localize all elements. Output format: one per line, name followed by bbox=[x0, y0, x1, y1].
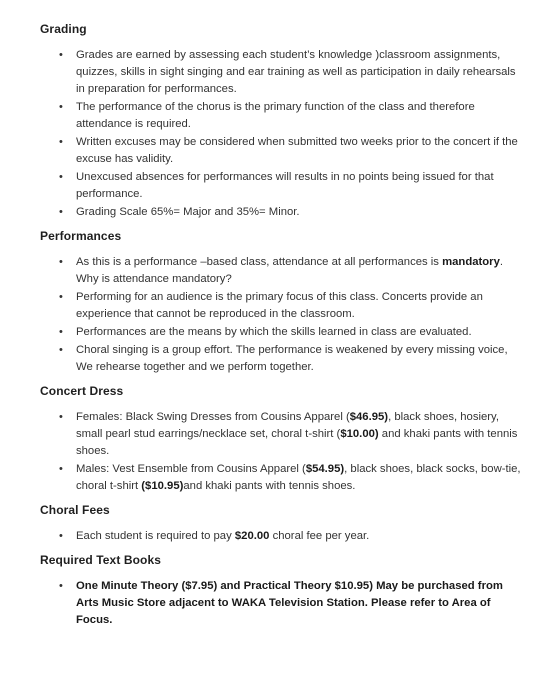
item-text: , black shoes, black socks, bow-tie, choral t-shirt bbox=[76, 463, 521, 492]
bullet-icon: • bbox=[59, 256, 63, 268]
item-text: Performing for an audience is the primary focus of this class. Concerts provide an experience that cannot be reproduced in the classroom. bbox=[76, 291, 483, 320]
bullet-list bbox=[40, 254, 526, 376]
item-text: Grading Scale 65%= Major and 35%= Minor. bbox=[76, 206, 300, 218]
bullet-icon: • bbox=[59, 291, 63, 303]
bullet-icon: • bbox=[59, 463, 63, 475]
list-item bbox=[40, 254, 526, 288]
list-item bbox=[40, 324, 526, 341]
item-text: . Why is attendance mandatory? bbox=[76, 256, 503, 285]
bold-text: One Minute Theory ($7.95) and Practical Theory $10.95) May be purchased from Arts Music Store adjacent to WAKA Television Station. Please refer to Area of Focus. bbox=[76, 580, 503, 626]
bullet-list bbox=[40, 409, 526, 495]
bold-text: $20.00 bbox=[234, 530, 270, 542]
bullet-list bbox=[40, 528, 526, 545]
item-text: Grades are earned by assessing each student’s knowledge )classroom assignments, quizzes, skills in sight singing and ear training as well as participation in daily rehearsals in preparation for performances. bbox=[76, 49, 516, 95]
item-text: Choral singing is a group effort. The performance is weakened by every missing voice, We rehearse together and we perform together. bbox=[76, 344, 508, 373]
bullet-list bbox=[40, 578, 526, 629]
item-text: Unexcused absences for performances will results in no points being issued for that performance. bbox=[76, 171, 494, 200]
list-item bbox=[40, 578, 526, 629]
section-heading: Concert Dress bbox=[40, 384, 124, 398]
bold-text: $10.00) bbox=[340, 428, 379, 440]
bold-text: $46.95) bbox=[349, 411, 389, 423]
bullet-icon: • bbox=[59, 344, 63, 356]
item-text: Females: Black Swing Dresses from Cousins Apparel ( bbox=[76, 411, 350, 423]
section-heading: Performances bbox=[40, 229, 122, 243]
bullet-icon: • bbox=[59, 49, 63, 61]
item-text: and khaki pants with tennis shoes. bbox=[76, 428, 518, 457]
bold-text: ($10.95) bbox=[141, 480, 184, 492]
item-text: As this is a performance –based class, attendance at all performances is bbox=[76, 256, 443, 268]
bold-text: mandatory bbox=[442, 256, 500, 268]
list-item bbox=[40, 461, 526, 495]
bullet-icon: • bbox=[59, 136, 63, 148]
bullet-icon: • bbox=[59, 411, 63, 423]
item-text: choral fee per year. bbox=[269, 530, 370, 542]
bullet-list bbox=[40, 47, 526, 221]
bullet-icon: • bbox=[59, 101, 63, 113]
bullet-icon: • bbox=[59, 171, 63, 183]
list-item bbox=[40, 204, 526, 221]
item-text: Males: Vest Ensemble from Cousins Apparel ( bbox=[76, 463, 306, 475]
item-text: , black shoes, hosiery, small pearl stud earrings/necklace set, choral t-shirt ( bbox=[76, 411, 499, 440]
bullet-icon: • bbox=[59, 530, 63, 542]
section-heading: Choral Fees bbox=[40, 503, 110, 517]
item-text: Each student is required to pay bbox=[76, 530, 235, 542]
list-item bbox=[40, 342, 526, 376]
list-item bbox=[40, 409, 526, 460]
list-item bbox=[40, 134, 526, 168]
bullet-icon: • bbox=[59, 326, 63, 338]
item-text: The performance of the chorus is the primary function of the class and therefore attendance is required. bbox=[76, 101, 475, 130]
item-text: Performances are the means by which the skills learned in class are evaluated. bbox=[76, 326, 472, 338]
bullet-icon: • bbox=[59, 206, 63, 218]
list-item bbox=[40, 289, 526, 323]
list-item bbox=[40, 169, 526, 203]
item-text: and khaki pants with tennis shoes. bbox=[183, 480, 356, 492]
list-item bbox=[40, 528, 526, 545]
item-text: Written excuses may be considered when submitted two weeks prior to the concert if the excuse has validity. bbox=[76, 136, 518, 165]
section-heading: Grading bbox=[40, 22, 87, 36]
bold-text: $54.95) bbox=[305, 463, 345, 475]
list-item bbox=[40, 99, 526, 133]
list-item bbox=[40, 47, 526, 98]
bullet-icon: • bbox=[59, 580, 63, 592]
section-heading: Required Text Books bbox=[40, 553, 162, 567]
